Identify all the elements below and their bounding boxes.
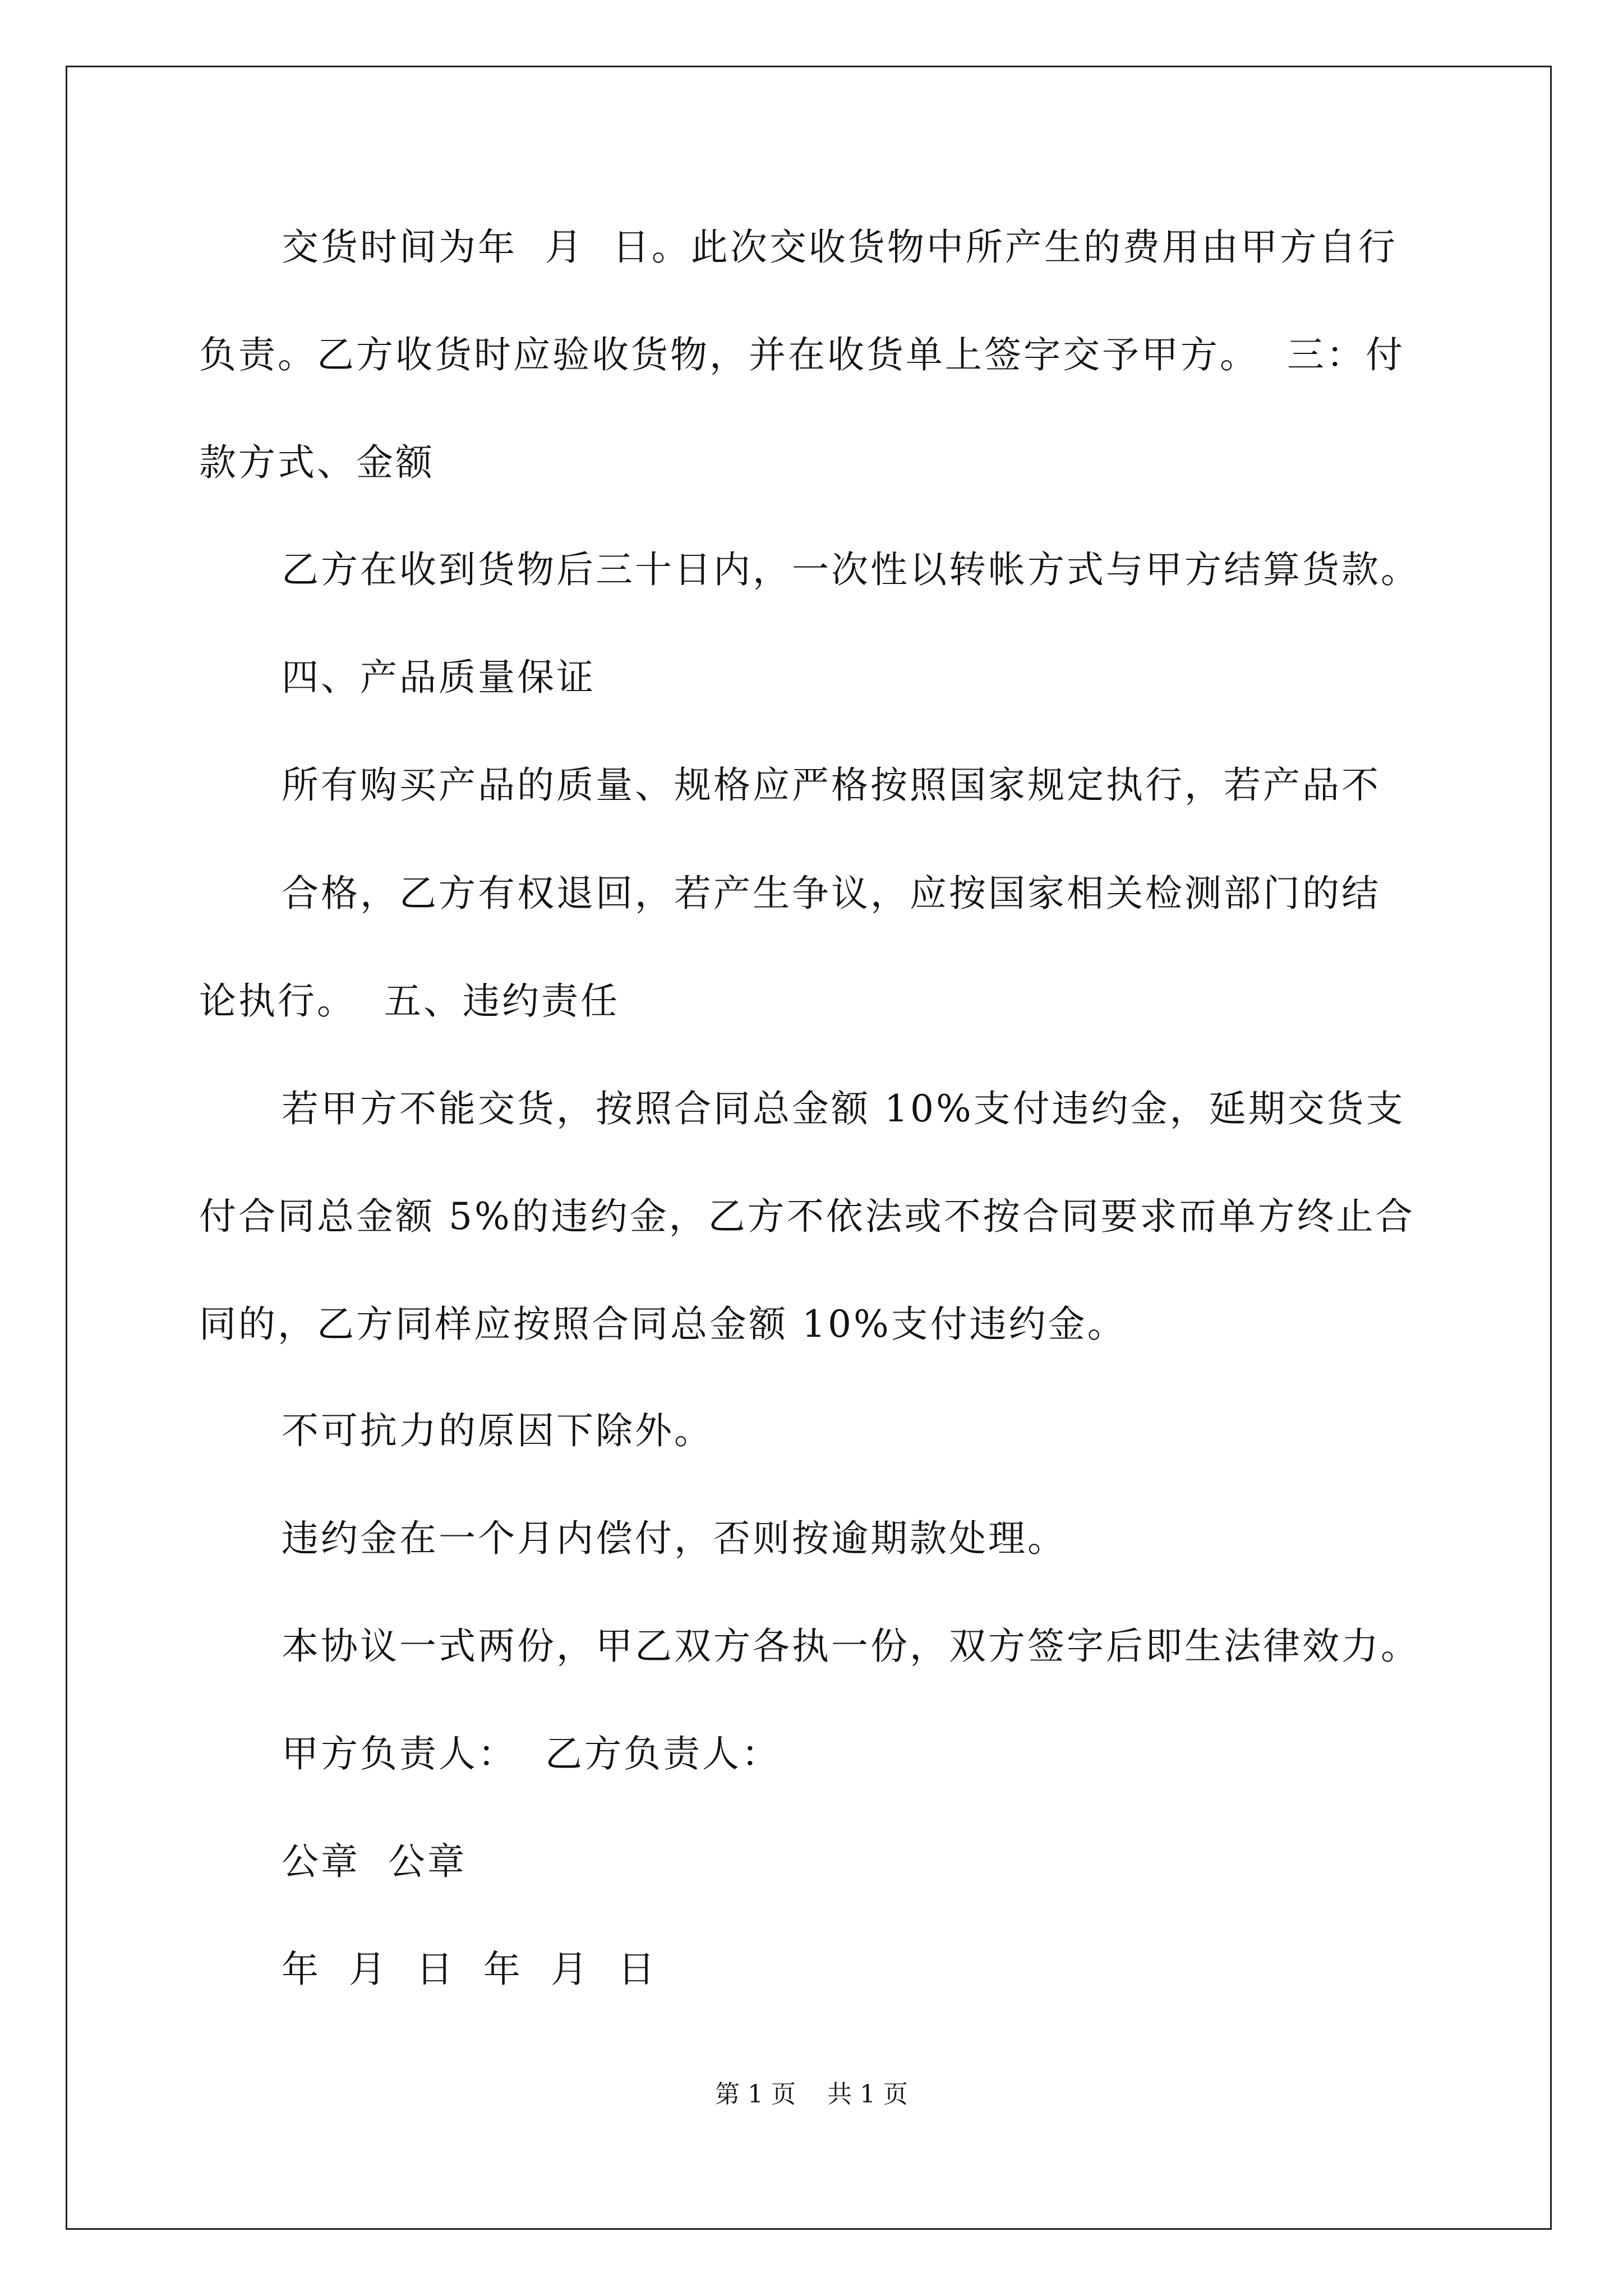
text-line: 款方式、金额 xyxy=(199,441,435,484)
signatory-line: 甲方负责人： 乙方负责人： xyxy=(282,1732,781,1775)
text-line: 合格，乙方有权退回，若产生争议，应按国家相关检测部门的结 xyxy=(282,872,1381,915)
page-number-footer: 第 1 页 共 1 页 xyxy=(715,2080,908,2109)
text-line: 本协议一式两份，甲乙双方各执一份，双方签字后即生法律效力。 xyxy=(282,1625,1420,1668)
text-line: 所有购买产品的质量、规格应严格按照国家规定执行，若产品不 xyxy=(282,763,1381,807)
text-line: 乙方在收到货物后三十日内，一次性以转帐方式与甲方结算货款。 xyxy=(282,548,1420,591)
seal-line: 公章 公章 xyxy=(282,1840,467,1883)
date-line: 年 月 日 年 月 日 xyxy=(282,1948,657,1991)
text-line: 付合同总金额 5%的违约金，乙方不依法或不按合同要求而单方终止合 xyxy=(199,1195,1415,1238)
text-line: 论执行。 五、违约责任 xyxy=(199,979,620,1023)
section-heading: 四、产品质量保证 xyxy=(282,656,596,699)
text-line: 交货时间为年 月 日。此次交收货物中所产生的费用由甲方自行 xyxy=(282,226,1398,269)
text-line: 同的，乙方同样应按照合同总金额 10%支付违约金。 xyxy=(199,1303,1127,1346)
text-line: 负责。乙方收货时应验收货物，并在收货单上签字交予甲方。 三：付 xyxy=(199,333,1405,376)
page-border xyxy=(66,66,1552,2230)
text-line: 违约金在一个月内偿付，否则按逾期款处理。 xyxy=(282,1517,1067,1560)
text-line: 不可抗力的原因下除外。 xyxy=(282,1409,713,1452)
text-line: 若甲方不能交货，按照合同总金额 10%支付违约金，延期交货支 xyxy=(282,1087,1405,1130)
